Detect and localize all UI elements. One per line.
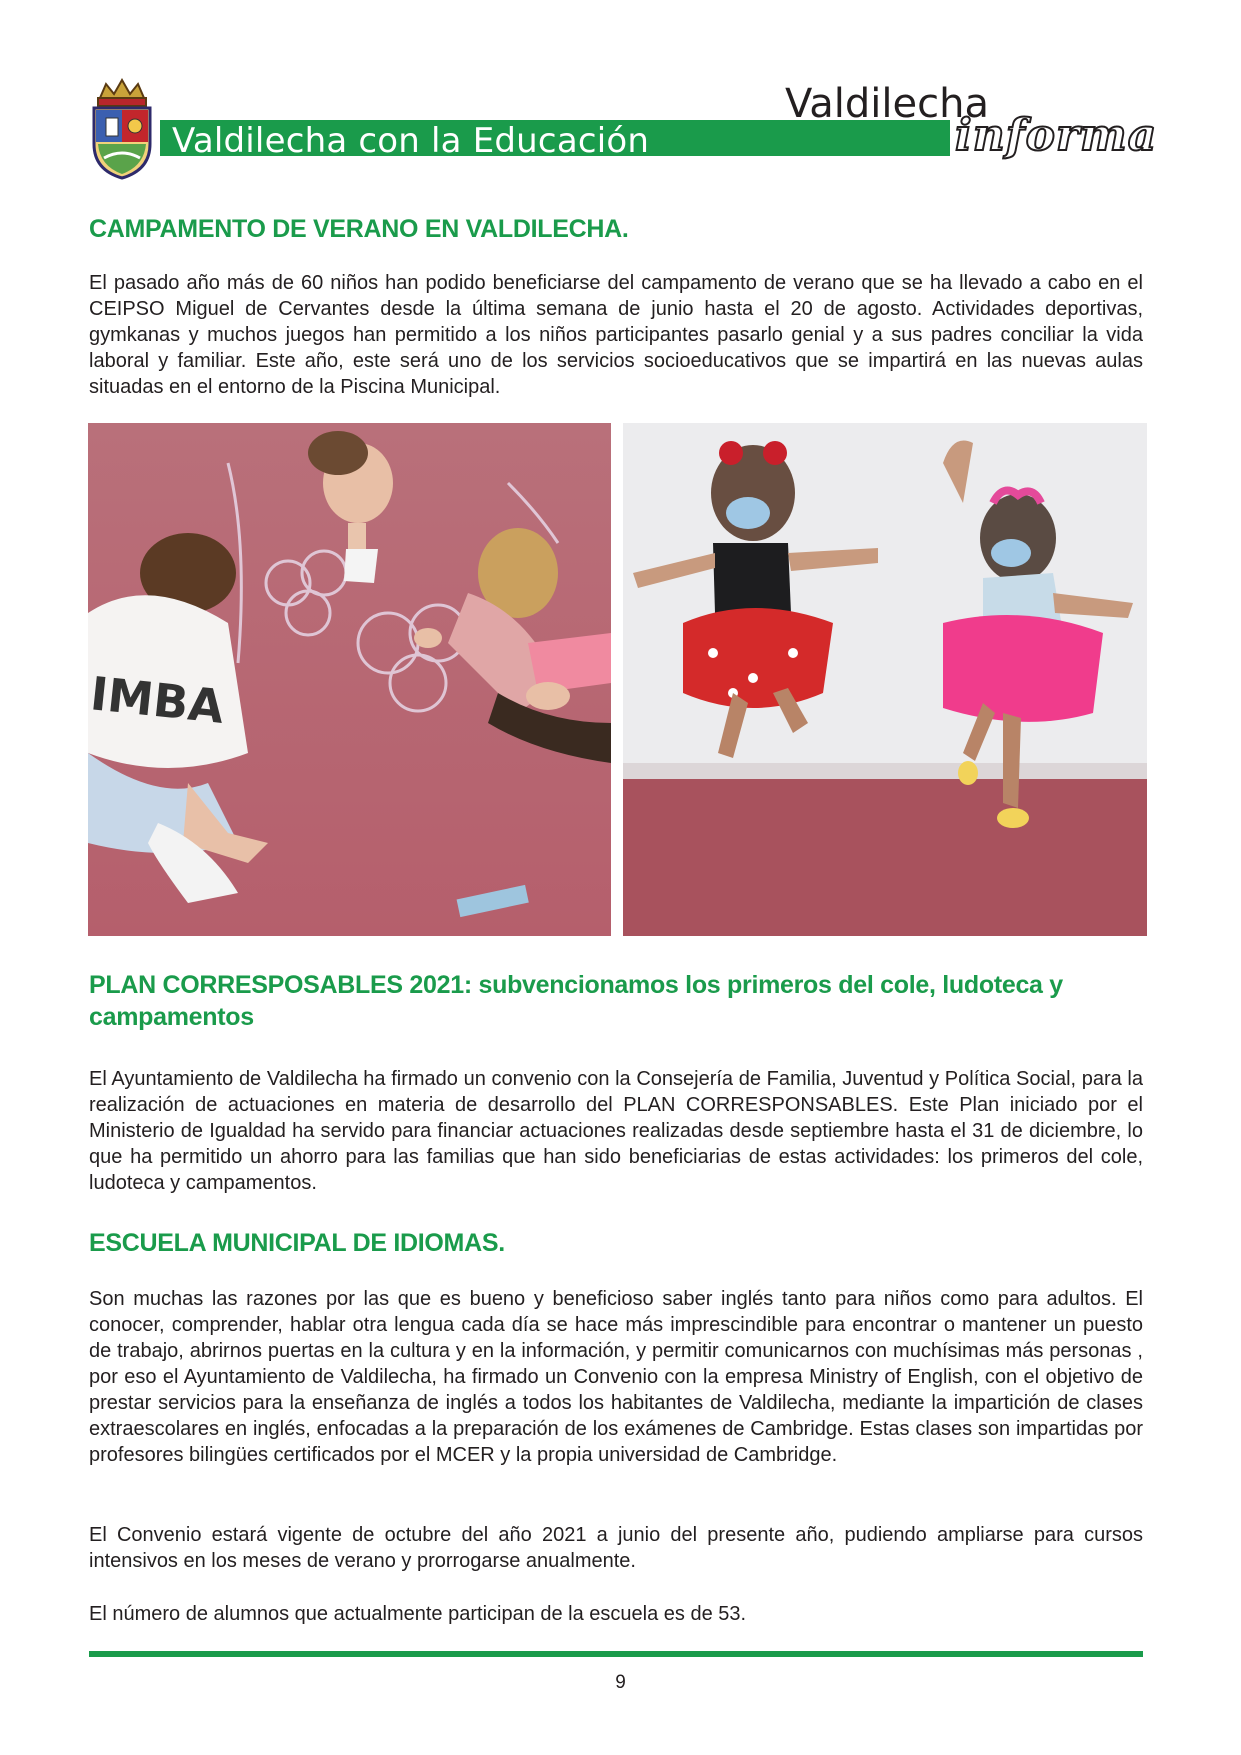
article-heading: CAMPAMENTO DE VERANO EN VALDILECHA. xyxy=(89,215,629,243)
article-paragraph: El pasado año más de 60 niños han podido beneficiarse del campamento de verano que se ha llevado a cabo en el CEIPSO Miguel de Cervantes desde la última semana de junio hasta el 20 de agosto. Actividades deportivas, gymkanas y muchos juegos han permitido a los niños participantes pasarlo genial y a sus padres conciliar la vida laboral y familiar. Este año, este será uno de los servicios socioeducativos que se impartirá en las nuevas aulas situadas en el entorno de la Piscina Municipal. xyxy=(89,272,1143,398)
article-heading: PLAN CORRESPOSABLES 2021: subvencionamos los primeros del cole, ludoteca y campamentos xyxy=(89,971,1063,1031)
section-title: Valdilecha con la Educación xyxy=(172,121,650,161)
page-number: 9 xyxy=(615,1672,626,1693)
brand-script: informa xyxy=(955,110,1158,161)
article-heading: ESCUELA MUNICIPAL DE IDIOMAS. xyxy=(89,1229,505,1257)
coat-of-arms-icon xyxy=(86,78,158,182)
article-paragraph: El Convenio estará vigente de octubre del año 2021 a junio del presente año, pudiendo ampliarse para cursos intensivos en los meses de verano y prorrogarse anualmente. xyxy=(89,1524,1143,1572)
svg-text:IMBA: IMBA xyxy=(88,666,227,734)
page-header xyxy=(0,0,1241,190)
article-paragraph: El Ayuntamiento de Valdilecha ha firmado un convenio con la Consejería de Familia, Juventud y Política Social, para la realización de actuaciones en materia de desarrollo del PLAN CORRESPONSABLES. Este Plan iniciado por el Ministerio de Igualdad ha servido para financiar actuaciones realizadas desde septiembre hasta el 31 de diciembre, lo que ha permitido un ahorro para las familias que han sido beneficiarias de estas actividades: los primeros del cole, ludoteca y campamentos. xyxy=(89,1068,1143,1194)
article-paragraph: El número de alumnos que actualmente participan de la escuela es de 53. xyxy=(89,1603,747,1625)
brand-name: Valdilecha xyxy=(785,81,989,127)
children-jumping-tutus-photo xyxy=(623,423,1147,936)
footer-rule xyxy=(89,1651,1143,1657)
children-drawing-chalk-photo xyxy=(88,423,611,936)
article-paragraph: Son muchas las razones por las que es bueno y beneficioso saber inglés tanto para niños como para adultos. El conocer, comprender, hablar otra lengua cada día se hace más imprescindible para encontrar o mantener un puesto de trabajo, abrirnos puertas en la cultura y en la información, y permitir comunicarnos con muchísimas más personas , por eso el Ayuntamiento de Valdilecha, ha firmado un Convenio con la empresa Ministry of English, con el objetivo de prestar servicios para la enseñanza de inglés a todos los habitantes de Valdilecha, mediante la impartición de clases extraescolares en inglés, enfocadas a la preparación de los exámenes de Cambridge. Estas clases son impartidas por profesores bilingües certificados por el MCER y la propia universidad de Cambridge. xyxy=(89,1288,1143,1466)
